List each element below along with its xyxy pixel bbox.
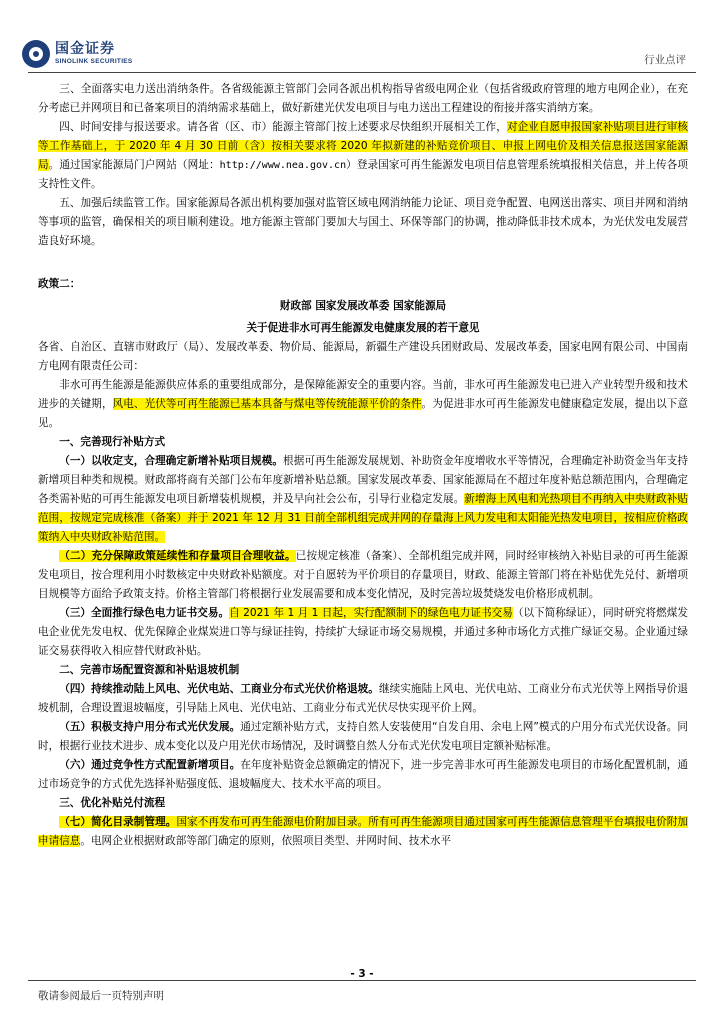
page-content <box>38 80 688 851</box>
clause-3-text: （以下简称绿证），同时研究将燃煤发电企业优先发电权、优先保障企业煤炭进口等与绿证挂钩，持续扩大绿证市场交易规模，并通过多种市场化方式推广绿证交易。企业通过绿证交易获得收入相应替代财政补贴。 <box>38 607 688 657</box>
item-4-text-a: 四、时间安排与报送要求。请各省（区、市）能源主管部门按上述要求尽快组织开展相关工作， <box>59 121 507 133</box>
section-heading-2: 二、完善市场配置资源和补贴退坡机制 <box>59 664 240 676</box>
clause-7-heading: （七）简化目录制管理。 <box>59 816 177 828</box>
item-4-text-b: 。通过国家能源局门户网站（网址： <box>48 159 220 171</box>
addressees-paragraph: 各省、自治区、直辖市财政厅（局）、发展改革委、物价局、能源局，新疆生产建设兵团财政局、发展改革委，国家电网有限公司、中国南方电网有限责任公司： <box>38 341 688 372</box>
section-heading-3: 三、优化补贴兑付流程 <box>59 797 166 809</box>
clause-6 <box>38 756 688 794</box>
clause-6-heading: （六）通过竞争性方式配置新增项目。 <box>59 759 241 771</box>
clause-7 <box>38 813 688 851</box>
paragraph-item-4 <box>38 118 688 194</box>
logo-english-name: SINOLINK SECURITIES <box>55 58 133 66</box>
clause-6-text: 在年度补贴资金总额确定的情况下，进一步完善非水可再生能源发电项目的市场化配置机制，通过市场竞争的方式优先选择补贴强度低、退坡幅度大、技术水平高的项目。 <box>38 759 688 790</box>
item-4-text-c: ）登录国家可再生能源发电项目信息管理系统填报相关信息，并上传各项支持性文件。 <box>38 159 689 190</box>
clause-1-text: 根据可再生能源发展规划、补助资金年度增收水平等情况，合理确定补助资金当年支持新增项目种类和规模。财政部将商有关部门公布年度新增补贴总额。国家发展改革委、国家能源局在不超过年度补贴总额范围内，合理确定各类需补贴的可再生能源发电项目新增装机规模，并及早向社会公布，引导行业稳定发展。 <box>38 455 689 505</box>
intro-paragraph <box>38 376 688 433</box>
paragraph-item-5: 五、加强后续监管工作。国家能源局各派出机构要加强对监管区域电网消纳能力论证、项目竞争配置、电网送出落实、项目并网和消纳等事项的监管，确保相关的项目顺利建设。地方能源主管部门要加大与国土、环保等部门的协调，推动降低非技术成本，为光伏发电发展营造良好环境。 <box>38 197 688 247</box>
clause-1-heading: （一）以收定支，合理确定新增补贴项目规模。 <box>59 455 284 467</box>
page-header <box>0 0 724 80</box>
footer-divider <box>28 980 696 981</box>
sinolink-logo-icon <box>22 40 50 68</box>
sinolink-logo <box>22 40 133 68</box>
intro-highlight: 风电、光伏等可再生能源已基本具备与煤电等传统能源平价的条件 <box>112 398 422 410</box>
clause-1 <box>38 452 688 547</box>
item-4-highlight: 对企业自愿申报国家补贴项目进行审核等工作基础上，于 2020 年 4 月 30 日前（含）按相关要求将 2020 年拟新建的补贴竞价项目、申报上网电价及相关信息报送国家能源局 <box>38 121 688 171</box>
issuing-agencies: 财政部 国家发展改革委 国家能源局 <box>279 300 447 312</box>
footer-disclaimer: 敬请参阅最后一页特别声明 <box>38 990 164 1002</box>
clause-2 <box>38 547 688 604</box>
clause-2-text: 已按规定核准（备案）、全部机组完成并网，同时经审核纳入补贴目录的可再生能源发电项目，按合理利用小时数核定中央财政补贴额度。对于自愿转为平价项目的存量项目，财政、能源主管部门将在补贴优先兑付、新增项目规模等方面给予政策支持。价格主管部门将根据行业发展需要和成本变化情况，及时完善垃圾焚烧发电价格形成机制。 <box>38 550 689 600</box>
clause-5-text: 通过定额补贴方式，支持自然人安装使用“自发自用、余电上网”模式的户用分布式光伏设备。同时，根据行业技术进步、成本变化以及户用光伏市场情况，及时调整自然人分布式光伏发电项目定额补贴标准。 <box>38 721 688 752</box>
document-type-label: 行业点评 <box>644 54 686 66</box>
clause-7-text: 。电网企业根据财政部等部门确定的原则，依照项目类型、并网时间、技术水平 <box>80 835 452 847</box>
page-number: - 3 - <box>350 968 374 980</box>
clause-3 <box>38 604 688 661</box>
header-divider <box>28 72 696 73</box>
clause-4 <box>38 680 688 718</box>
clause-5-heading: （五）积极支持户用分布式光伏发展。 <box>59 721 241 733</box>
clause-3-heading: （三）全面推行绿色电力证书交易。 <box>59 607 230 619</box>
clause-5 <box>38 718 688 756</box>
clause-1-highlight: 新增海上风电和光热项目不再纳入中央财政补贴范围，按规定完成核准（备案）并于 2021 年 12 月 31 日前全部机组完成并网的存量海上风力发电和太阳能光热发电项目，按相应价格政策纳入中央财政补贴范围。 <box>38 493 689 543</box>
clause-3-highlight: 自 2021 年 1 月 1 日起，实行配额制下的绿色电力证书交易 <box>229 607 513 619</box>
clause-4-text: 继续实施陆上风电、光伏电站、工商业分布式光伏等上网指导价退坡机制，合理设置退坡幅度，引导陆上风电、光伏电站、工商业分布式光伏尽快实现平价上网。 <box>38 683 688 714</box>
policy-two-label: 政策二： <box>38 278 81 290</box>
nea-website-url: http://www.nea.gov.cn <box>219 160 347 171</box>
paragraph-item-3: 三、全面落实电力送出消纳条件。各省级能源主管部门会同各派出机构指导省级电网企业（包括省级政府管理的地方电网企业），在充分考虑已并网项目和已备案项目的消纳需求基础上，做好新建光伏发电项目与电力送出工程建设的衔接并落实消纳方案。 <box>38 83 688 114</box>
document-title: 关于促进非水可再生能源发电健康发展的若干意见 <box>246 322 480 334</box>
logo-chinese-name: 国金证券 <box>55 41 115 58</box>
clause-4-heading: （四）持续推动陆上风电、光伏电站、工商业分布式光伏价格退坡。 <box>59 683 379 695</box>
intro-text-b: 。为促进非水可再生能源发电健康稳定发展，提出以下意见。 <box>38 398 689 429</box>
clause-7-highlight: 国家不再发布可再生能源电价附加目录。所有可再生能源项目通过国家可再生能源信息管理平台填报电价附加申请信息 <box>38 816 688 847</box>
clause-2-heading: （二）充分保障政策延续性和存量项目合理收益。 <box>59 550 296 562</box>
section-heading-1: 一、完善现行补贴方式 <box>59 436 166 448</box>
intro-text-a: 非水可再生能源是能源供应体系的重要组成部分，是保障能源安全的重要内容。当前，非水可再生能源发电已进入产业转型升级和技术进步的关键期， <box>38 379 688 410</box>
